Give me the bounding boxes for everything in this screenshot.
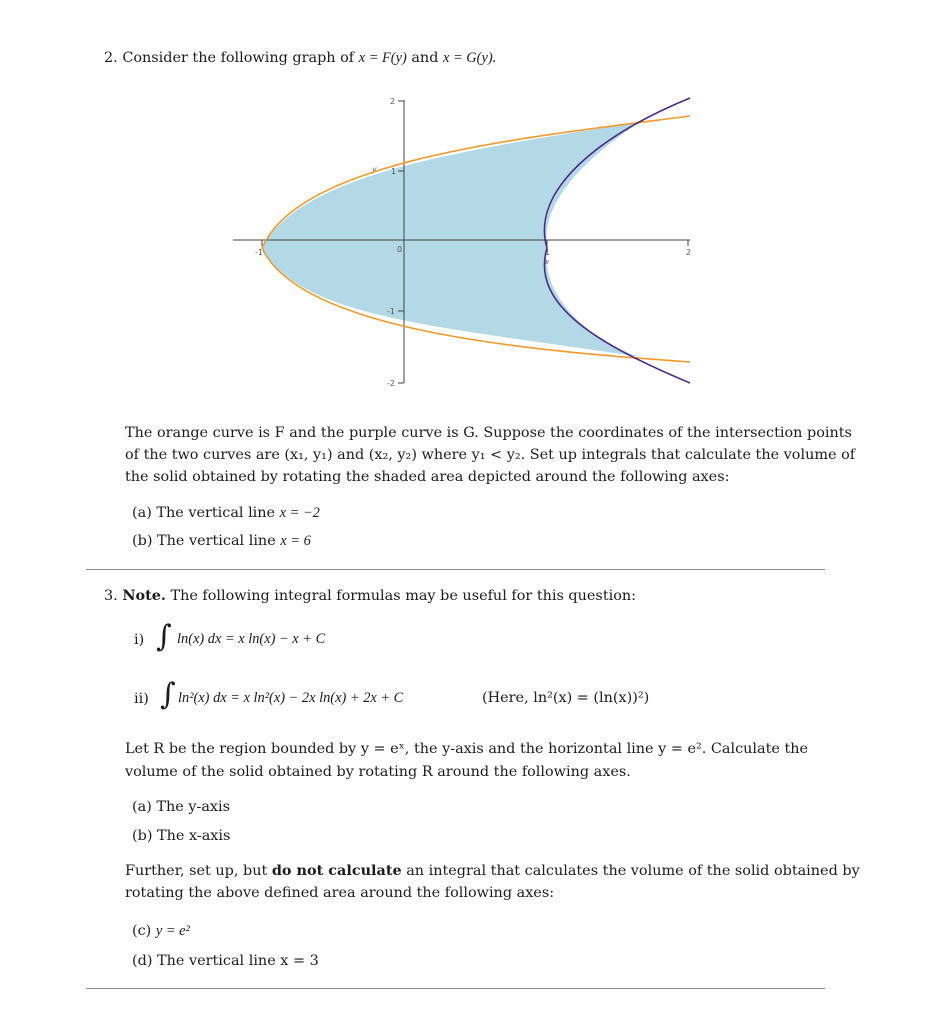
q2-prompt-and: and <box>411 50 439 66</box>
part-text: The vertical line <box>157 533 276 549</box>
y-tick-label: 2 <box>390 97 396 106</box>
further-bold: do not calculate <box>271 862 402 879</box>
x-tick-label: 2 <box>686 248 692 257</box>
part-label: (b) <box>132 533 153 549</box>
further-post: an integral that calculates the volume of the solid obtained by <box>406 863 860 879</box>
q3-part-b <box>132 826 230 846</box>
q2-paragraph-line-1: The orange curve is F and the purple curve is G. Suppose the coordinates of the intersection points <box>125 425 852 441</box>
q2-part-b <box>132 531 311 551</box>
part-label: (a) <box>132 799 152 815</box>
q3-further-line-2: rotating the above defined area around the following axes: <box>125 885 555 901</box>
section-divider <box>86 569 825 570</box>
part-label: (c) <box>132 923 152 939</box>
further-pre: Further, set up, but <box>125 863 268 879</box>
q3-heading <box>104 586 636 606</box>
integral-sign: ∫ <box>156 619 172 654</box>
q3-region-line-2: volume of the solid obtained by rotating R around the following axes. <box>125 764 631 780</box>
q3-note-text: The following integral formulas may be useful for this question: <box>170 588 636 604</box>
y-tick-label: 1 <box>391 167 397 176</box>
x-tick-label: -1 <box>255 248 263 257</box>
q3-part-d <box>132 951 319 971</box>
part-eq: x = −2 <box>279 505 320 521</box>
part-text: The y-axis <box>156 799 231 815</box>
part-text: y = e² <box>155 923 190 939</box>
y-tick-label: -2 <box>387 379 395 388</box>
region-graph <box>0 0 934 400</box>
part-eq: x = 6 <box>280 533 311 549</box>
bottom-divider <box>86 988 825 989</box>
integral-sign: ∫ <box>160 677 176 712</box>
y-tick-label: -1 <box>387 307 395 316</box>
x-axis-label: x <box>545 258 550 266</box>
formula-i-expr: ln(x) dx = x ln(x) − x + C <box>177 631 326 647</box>
x-tick-label: 0 <box>397 245 403 254</box>
formula-ii-aside: (Here, ln²(x) = (ln(x))²) <box>482 690 650 706</box>
q2-paragraph-line-3: the solid obtained by rotating the shaded area depicted around the following axes: <box>125 469 730 485</box>
part-text: The vertical line <box>156 505 276 521</box>
q2-prompt-text: Consider the following graph of <box>122 50 355 66</box>
y-axis-label: y <box>372 165 377 174</box>
part-label: (b) <box>132 828 153 844</box>
q2-part-a <box>132 503 320 523</box>
q3-region-line-1: Let R be the region bounded by y = eˣ, the y-axis and the horizontal line y = e². Calculate the <box>125 741 809 757</box>
q2-prompt-eq2: x = G(y). <box>442 50 497 66</box>
formula-ii-label: ii) <box>134 691 149 707</box>
q2-number: 2. <box>104 50 118 66</box>
x-tick-label: 1 <box>545 248 551 257</box>
q2-paragraph-line-2: of the two curves are (x₁, y₁) and (x₂, y₂) where y₁ < y₂. Set up integrals that calculate the volume of <box>125 447 856 463</box>
q2-prompt-eq1: x = F(y) <box>358 50 407 66</box>
part-label: (a) <box>132 505 152 521</box>
part-text: The x-axis <box>157 828 231 844</box>
formula-ii-expr: ln²(x) dx = x ln²(x) − 2x ln(x) + 2x + C <box>178 690 404 706</box>
q3-part-a <box>132 797 230 817</box>
q3-number: 3. <box>104 588 118 604</box>
q3-further-line-1 <box>125 861 860 881</box>
formula-i-label: i) <box>134 632 145 648</box>
q3-note-label: Note. <box>122 587 166 604</box>
q3-part-c <box>132 921 190 941</box>
part-text: The vertical line x = 3 <box>157 953 319 969</box>
part-label: (d) <box>132 953 153 969</box>
